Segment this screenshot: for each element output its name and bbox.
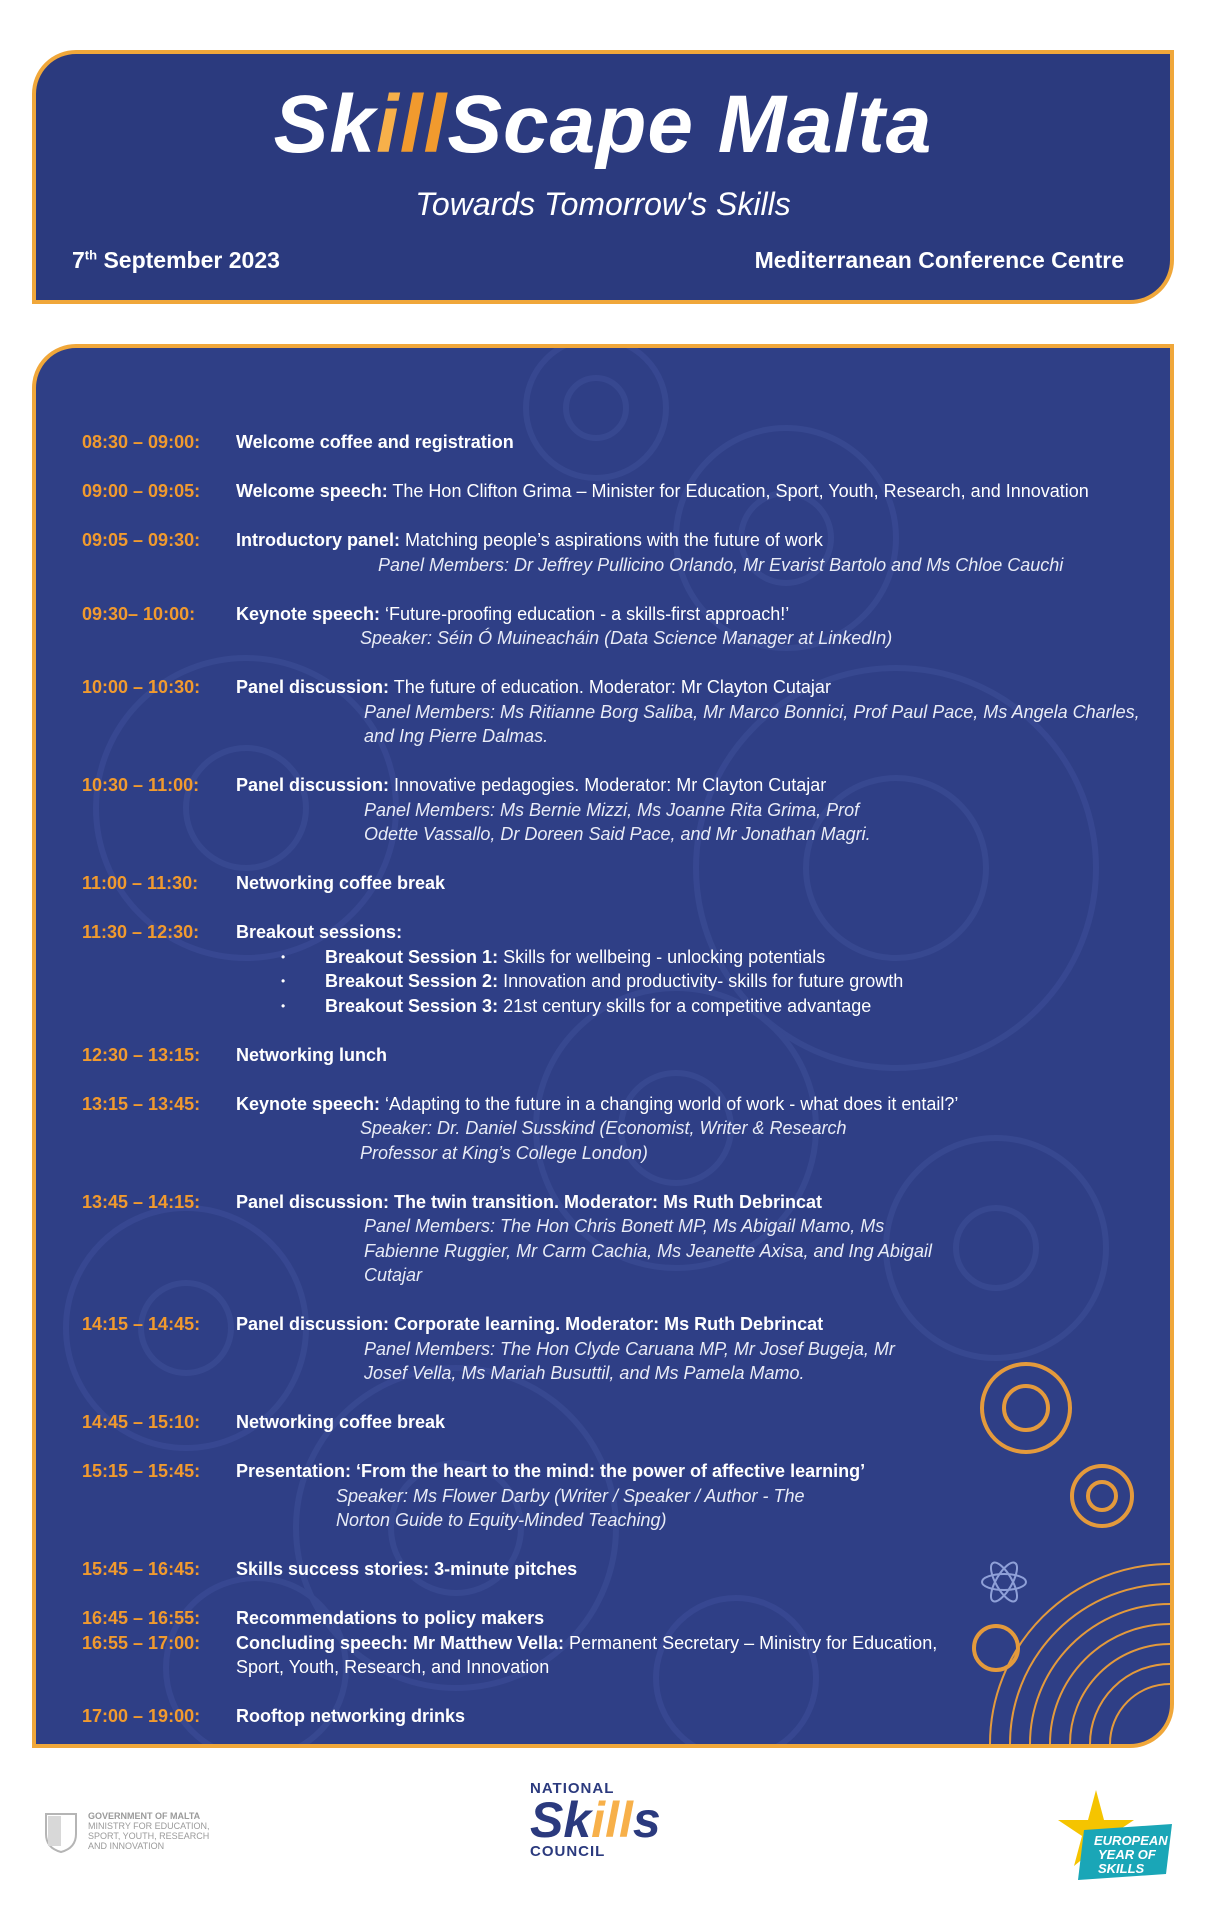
star-icon bbox=[1054, 1790, 1174, 1886]
event-title: SkillScape Malta bbox=[273, 79, 933, 170]
list-item: • Breakout Session 1: Skills for wellbeing - unlocking potentials bbox=[281, 945, 1142, 970]
agenda-item: 16:55 – 17:00: Concluding speech: Mr Matthew Vella: Permanent Secretary – Ministry for Education, Sport, Youth, Research, and Innovation bbox=[82, 1632, 938, 1677]
agenda-item: 11:00 – 11:30: Networking coffee break bbox=[82, 873, 446, 893]
agenda-item: 12:30 – 13:15: Networking lunch bbox=[82, 1044, 388, 1065]
agenda-item-breakout: 11:30 – 12:30: Breakout sessions: • Breakout Session 1: Skills for wellbeing - unlocking potentials • Breakout Session 2: Innovation and productivity- skills for future growth • Breakout Session 3: 21st century skills for a competitive advantage bbox=[82, 920, 1142, 1018]
agenda-item: 17:00 – 19:00: Rooftop networking drinks bbox=[82, 1706, 465, 1726]
agenda-item: 13:15 – 13:45: Keynote speech: ‘Adapting to the future in a changing world of work - what does it entail?’ Speaker: Dr. Daniel Susskind (Economist, Writer & Research Professor at King’s College London) bbox=[82, 1093, 959, 1163]
list-item: • Breakout Session 2: Innovation and productivity- skills for future growth bbox=[281, 969, 1142, 994]
event-tagline: Towards Tomorrow's Skills bbox=[415, 186, 791, 222]
agenda-item: 09:00 – 09:05: Welcome speech: The Hon Clifton Grima – Minister for Education, Sport, Youth, Research, and Innovation bbox=[82, 481, 1089, 501]
agenda-item: 09:30– 10:00: Keynote speech: ‘Future-proofing education - a skills-first approach!’ Speaker: Séin Ó Muineacháin (Data Science Manager at LinkedIn) bbox=[82, 603, 893, 648]
agenda-item: 15:15 – 15:45: Presentation: ‘From the heart to the mind: the power of affective learning’ Speaker: Ms Flower Darby (Writer / Speaker / Author - The Norton Guide to Equity-Minded Teaching) bbox=[82, 1461, 866, 1530]
svg-text:EUROPEAN: EUROPEAN bbox=[1094, 1833, 1168, 1848]
national-skills-council-logo: NATIONAL Skills COUNCIL bbox=[530, 1780, 661, 1860]
list-item: • Breakout Session 3: 21st century skills for a competitive advantage bbox=[281, 994, 1142, 1019]
agenda-item: 13:45 – 14:15: Panel discussion: The twin transition. Moderator: Ms Ruth Debrincat Panel Members: The Hon Chris Bonett MP, Ms Abigail Mamo, Ms Fabienne Ruggier, Mr Carm Cachia, Ms Jeanette Axisa, and Ing Abigail Cutajar bbox=[82, 1191, 932, 1285]
svg-text:SKILLS: SKILLS bbox=[1098, 1861, 1145, 1876]
event-date: 7th September 2023 bbox=[72, 247, 280, 273]
agenda-item: 15:45 – 16:45: Skills success stories: 3-minute pitches bbox=[82, 1559, 578, 1579]
event-header bbox=[32, 50, 1174, 304]
agenda-list bbox=[82, 430, 1142, 1748]
breakout-list bbox=[236, 945, 1142, 1019]
agenda-item: 14:45 – 15:10: Networking coffee break bbox=[82, 1412, 446, 1432]
malta-crest-icon bbox=[44, 1808, 78, 1854]
government-logo: GOVERNMENT OF MALTA MINISTRY FOR EDUCATION, SPORT, YOUTH, RESEARCH AND INNOVATION bbox=[44, 1808, 210, 1854]
agenda-item: 14:15 – 14:45: Panel discussion: Corporate learning. Moderator: Ms Ruth Debrincat Panel Members: The Hon Clyde Caruana MP, Mr Josef Bugeja, Mr Josef Vella, Ms Mariah Busuttil, and Ms Pamela Mamo. bbox=[82, 1314, 895, 1383]
european-year-of-skills-logo bbox=[1054, 1790, 1174, 1886]
agenda-item: 10:30 – 11:00: Panel discussion: Innovative pedagogies. Moderator: Mr Clayton Cutajar Panel Members: Ms Bernie Mizzi, Ms Joanne Rita Grima, Prof Odette Vassallo, Dr Doreen Said Pace, and Mr Jonathan Magri. bbox=[82, 775, 871, 844]
agenda-item: 08:30 – 09:00: Welcome coffee and registration bbox=[82, 432, 514, 452]
agenda-panel bbox=[32, 344, 1174, 1748]
agenda-item: 16:45 – 16:55: Recommendations to policy makers bbox=[82, 1608, 545, 1628]
event-venue: Mediterranean Conference Centre bbox=[754, 247, 1124, 273]
agenda-item: 09:05 – 09:30: Introductory panel: Matching people’s aspirations with the future of work Panel Members: Dr Jeffrey Pullicino Orlando, Mr Evarist Bartolo and Ms Chloe Cauchi bbox=[82, 530, 1064, 575]
svg-text:YEAR OF: YEAR OF bbox=[1098, 1847, 1156, 1862]
agenda-item: 10:00 – 10:30: Panel discussion: The future of education. Moderator: Mr Clayton Cutajar Panel Members: Ms Ritianne Borg Saliba, Mr Marco Bonnici, Prof Paul Pace, Ms Angela Charles, and Ing Pierre Dalmas. bbox=[82, 677, 1140, 746]
